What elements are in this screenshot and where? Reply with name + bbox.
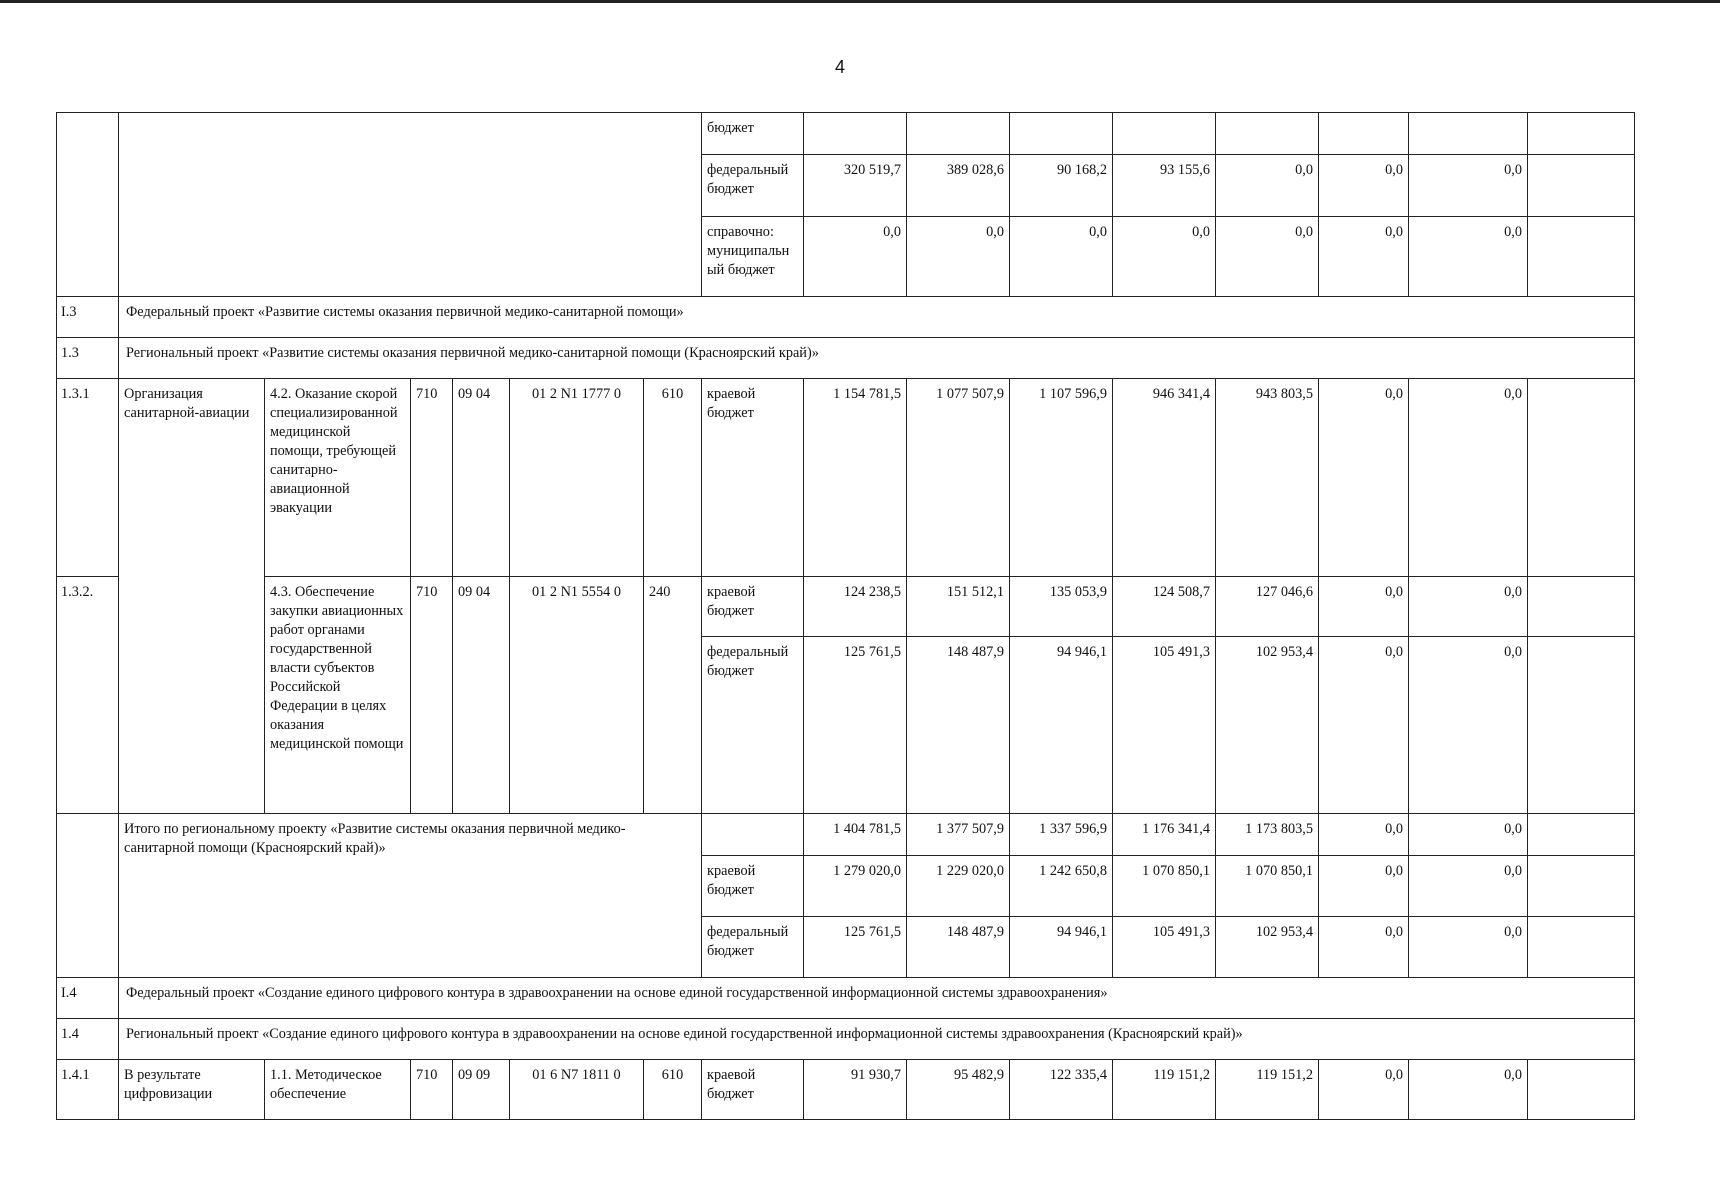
- value-cell: 1 404 781,5: [804, 814, 907, 856]
- value-cell: [1409, 113, 1528, 155]
- csr-cell: 01 2 N1 5554 0: [510, 577, 644, 814]
- value-cell: 0,0: [1319, 917, 1409, 978]
- value-cell: [1113, 113, 1216, 155]
- cell-empty: [1528, 217, 1635, 297]
- measure-cell: 4.2. Оказание скорой специализированной медицинской помощи, требующей санитарно-авиационной эвакуации: [265, 379, 411, 577]
- source-cell: федеральный бюджет: [702, 637, 804, 814]
- rzpr-cell: 09 09: [453, 1060, 510, 1120]
- value-cell: 105 491,3: [1113, 637, 1216, 814]
- row-index: 1.4.1: [57, 1060, 119, 1120]
- value-cell: 0,0: [1409, 1060, 1528, 1120]
- cell-empty: [57, 814, 119, 978]
- row-index: 1.3.1: [57, 379, 119, 577]
- cell-empty: [1528, 637, 1635, 814]
- value-cell: [1216, 113, 1319, 155]
- grbs-cell: 710: [411, 577, 453, 814]
- value-cell: 0,0: [1409, 637, 1528, 814]
- value-cell: 0,0: [1409, 155, 1528, 217]
- source-cell: краевой бюджет: [702, 379, 804, 577]
- value-cell: 0,0: [1216, 217, 1319, 297]
- value-cell: 0,0: [907, 217, 1010, 297]
- row-index: 1.3.2.: [57, 577, 119, 814]
- regional-project-title: Региональный проект «Развитие системы оказания первичной медико-санитарной помощи (Красноярский край)»: [119, 338, 1635, 379]
- source-cell: [702, 814, 804, 856]
- value-cell: 95 482,9: [907, 1060, 1010, 1120]
- value-cell: 1 242 650,8: [1010, 856, 1113, 917]
- value-cell: 0,0: [1319, 814, 1409, 856]
- federal-project-title: Федеральный проект «Развитие системы оказания первичной медико-санитарной помощи»: [119, 297, 1635, 338]
- value-cell: 0,0: [1010, 217, 1113, 297]
- cell-empty: [1528, 113, 1635, 155]
- vr-cell: 610: [644, 1060, 702, 1120]
- value-cell: 148 487,9: [907, 917, 1010, 978]
- value-cell: 0,0: [804, 217, 907, 297]
- grbs-cell: 710: [411, 1060, 453, 1120]
- value-cell: 1 154 781,5: [804, 379, 907, 577]
- section-header-row: [57, 1019, 1635, 1060]
- value-cell: 946 341,4: [1113, 379, 1216, 577]
- vr-cell: 610: [644, 379, 702, 577]
- cell-empty: [1528, 379, 1635, 577]
- value-cell: 151 512,1: [907, 577, 1010, 637]
- csr-cell: 01 6 N7 1811 0: [510, 1060, 644, 1120]
- cell-empty: [1528, 1060, 1635, 1120]
- value-cell: 90 168,2: [1010, 155, 1113, 217]
- table-row: [57, 113, 1635, 155]
- goal-cell: В результате цифровизации: [119, 1060, 265, 1120]
- table-row: [57, 1060, 1635, 1120]
- value-cell: 0,0: [1319, 577, 1409, 637]
- value-cell: 124 508,7: [1113, 577, 1216, 637]
- value-cell: 0,0: [1409, 379, 1528, 577]
- cell-empty: [1528, 577, 1635, 637]
- source-cell: бюджет: [702, 113, 804, 155]
- federal-project-title: Федеральный проект «Создание единого цифрового контура в здравоохранении на основе единой государственной информационной системы здравоохранения»: [119, 978, 1635, 1019]
- value-cell: 0,0: [1113, 217, 1216, 297]
- value-cell: [907, 113, 1010, 155]
- value-cell: 389 028,6: [907, 155, 1010, 217]
- value-cell: 1 107 596,9: [1010, 379, 1113, 577]
- budget-table: [56, 112, 1635, 1120]
- value-cell: 943 803,5: [1216, 379, 1319, 577]
- row-index: I.4: [57, 978, 119, 1019]
- value-cell: 1 229 020,0: [907, 856, 1010, 917]
- value-cell: 102 953,4: [1216, 637, 1319, 814]
- value-cell: 93 155,6: [1113, 155, 1216, 217]
- source-cell: федеральный бюджет: [702, 155, 804, 217]
- table-row: [57, 379, 1635, 577]
- source-cell: краевой бюджет: [702, 1060, 804, 1120]
- row-index: 1.4: [57, 1019, 119, 1060]
- value-cell: 127 046,6: [1216, 577, 1319, 637]
- value-cell: 94 946,1: [1010, 917, 1113, 978]
- csr-cell: 01 2 N1 1777 0: [510, 379, 644, 577]
- value-cell: 320 519,7: [804, 155, 907, 217]
- value-cell: 0,0: [1319, 856, 1409, 917]
- measure-cell: 1.1. Методическое обеспечение: [265, 1060, 411, 1120]
- source-cell: справочно: муниципальный бюджет: [702, 217, 804, 297]
- page-number: 4: [835, 57, 846, 77]
- value-cell: 0,0: [1409, 814, 1528, 856]
- rzpr-cell: 09 04: [453, 379, 510, 577]
- value-cell: [1319, 113, 1409, 155]
- cell-empty: [119, 113, 702, 297]
- grbs-cell: 710: [411, 379, 453, 577]
- rzpr-cell: 09 04: [453, 577, 510, 814]
- cell-empty: [1528, 814, 1635, 856]
- goal-cell: Организация санитарной-авиации: [119, 379, 265, 814]
- value-cell: 122 335,4: [1010, 1060, 1113, 1120]
- row-index: 1.3: [57, 338, 119, 379]
- cell-empty: [1528, 917, 1635, 978]
- value-cell: 119 151,2: [1216, 1060, 1319, 1120]
- page-top-border: [0, 0, 1720, 3]
- value-cell: 0,0: [1409, 856, 1528, 917]
- value-cell: 0,0: [1319, 217, 1409, 297]
- row-index: I.3: [57, 297, 119, 338]
- value-cell: 0,0: [1216, 155, 1319, 217]
- value-cell: 125 761,5: [804, 637, 907, 814]
- value-cell: 135 053,9: [1010, 577, 1113, 637]
- cell-empty: [1528, 155, 1635, 217]
- value-cell: 94 946,1: [1010, 637, 1113, 814]
- value-cell: 105 491,3: [1113, 917, 1216, 978]
- value-cell: 1 337 596,9: [1010, 814, 1113, 856]
- cell-empty: [57, 113, 119, 297]
- value-cell: 1 070 850,1: [1113, 856, 1216, 917]
- value-cell: 148 487,9: [907, 637, 1010, 814]
- value-cell: 102 953,4: [1216, 917, 1319, 978]
- value-cell: 1 377 507,9: [907, 814, 1010, 856]
- section-header-row: [57, 338, 1635, 379]
- value-cell: 0,0: [1319, 155, 1409, 217]
- regional-project-title: Региональный проект «Создание единого цифрового контура в здравоохранении на основе единой государственной информационной системы здравоохранения (Красноярский край)»: [119, 1019, 1635, 1060]
- measure-cell: 4.3. Обеспечение закупки авиационных работ органами государственной власти субъектов Российской Федерации в целях оказания медицинской помощи: [265, 577, 411, 814]
- value-cell: 125 761,5: [804, 917, 907, 978]
- value-cell: 1 173 803,5: [1216, 814, 1319, 856]
- table-row: [57, 577, 1635, 637]
- value-cell: [1010, 113, 1113, 155]
- value-cell: 119 151,2: [1113, 1060, 1216, 1120]
- section-header-row: [57, 978, 1635, 1019]
- source-cell: краевой бюджет: [702, 856, 804, 917]
- value-cell: 1 176 341,4: [1113, 814, 1216, 856]
- value-cell: 1 077 507,9: [907, 379, 1010, 577]
- section-header-row: [57, 297, 1635, 338]
- value-cell: 0,0: [1319, 637, 1409, 814]
- value-cell: 1 279 020,0: [804, 856, 907, 917]
- total-label: Итого по региональному проекту «Развитие системы оказания первичной медико-санитарной помощи (Красноярский край)»: [119, 814, 702, 978]
- value-cell: 0,0: [1409, 577, 1528, 637]
- value-cell: [804, 113, 907, 155]
- value-cell: 0,0: [1409, 217, 1528, 297]
- value-cell: 124 238,5: [804, 577, 907, 637]
- vr-cell: 240: [644, 577, 702, 814]
- source-cell: краевой бюджет: [702, 577, 804, 637]
- total-row: [57, 814, 1635, 856]
- value-cell: 0,0: [1319, 379, 1409, 577]
- value-cell: 0,0: [1409, 917, 1528, 978]
- cell-empty: [1528, 856, 1635, 917]
- value-cell: 91 930,7: [804, 1060, 907, 1120]
- value-cell: 1 070 850,1: [1216, 856, 1319, 917]
- source-cell: федеральный бюджет: [702, 917, 804, 978]
- value-cell: 0,0: [1319, 1060, 1409, 1120]
